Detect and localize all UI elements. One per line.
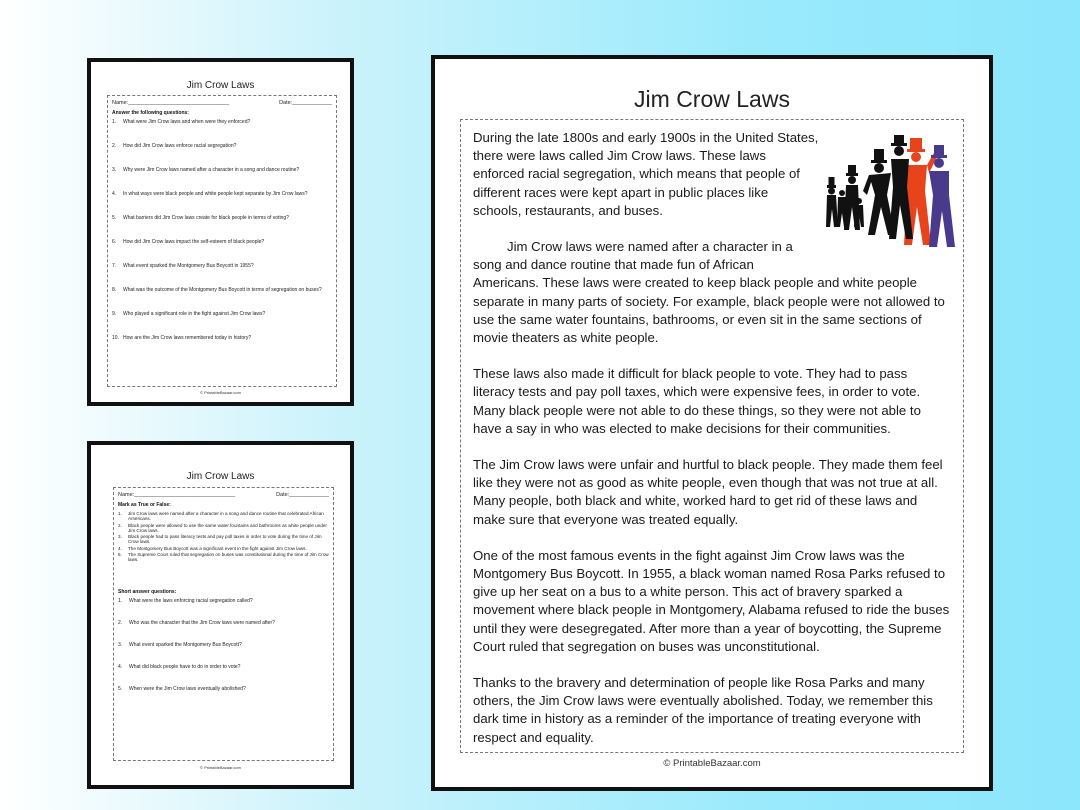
true-false-item: 2. Black people were allowed to use the same water fountains and bathrooms as white people under Jim Crow laws. <box>118 522 327 533</box>
copyright-footer: © PrintableBazaar.com <box>200 765 241 770</box>
true-false-item: 1. Jim Crow laws were named after a character in a song and dance routine that celebrated African Americans. <box>118 511 324 522</box>
question-list <box>112 119 332 359</box>
true-false-item: 5. The Supreme Court ruled that segregation on buses was constitutional during the time of Jim Crow laws. <box>118 552 329 563</box>
copyright-footer: © PrintableBazaar.com <box>663 758 761 769</box>
passage-content-box <box>460 119 964 753</box>
passage-body <box>473 129 951 747</box>
question-item: 5. What barriers did Jim Crow laws create for black people in terms of voting? <box>112 215 289 221</box>
question-item: 4. What did black people have to do in order to vote? <box>118 663 241 670</box>
date-field: Date:_____________ <box>279 100 332 106</box>
question-item: 6. How did Jim Crow laws impact the self-esteem of black people? <box>112 239 265 245</box>
passage-paragraph: Thanks to the bravery and determination of people like Rosa Parks and many others, the Jim Crow laws were eventually abolished. Today, we remember this dark time in history as a reminder of the importance of treating everyone with respect and equality. <box>473 675 933 745</box>
worksheet-title: Jim Crow Laws <box>186 80 255 91</box>
passage-paragraph: During the late 1800s and early 1900s in the United States, there were laws called Jim Crow laws. These laws enforced racial segregation, which means that people of different races were kept apart in public places like schools, restaurants, and buses. <box>473 130 819 218</box>
worksheet-short-answer <box>87 58 354 406</box>
passage-title: Jim Crow Laws <box>634 86 790 112</box>
question-item: 1. What were Jim Crow laws and when were they enforced? <box>112 119 251 125</box>
short-answer-heading: Short answer questions: <box>118 588 177 595</box>
copyright-footer: © PrintableBazaar.com <box>200 390 241 395</box>
question-item: 7. What event sparked the Montgomery Bus Boycott in 1955? <box>112 263 254 269</box>
question-item: 8. What was the outcome of the Montgomery Bus Boycott in terms of segregation on buses? <box>112 287 322 293</box>
reading-passage-sheet <box>431 55 993 791</box>
passage-paragraph-indented: Jim Crow laws were named after a character in a song and dance routine that made fun of African Americans. These laws were created to keep black people and white people separate in many parts of society. For example, black people were not allowed to use the same water fountains, bathrooms, or even sit in the same sections of movie theaters as white people. <box>473 239 945 346</box>
people-silhouettes-clipart-icon <box>825 135 957 265</box>
question-item: 10. How are the Jim Crow laws remembered today in history? <box>112 335 252 341</box>
passage-paragraph: The Jim Crow laws were unfair and hurtful to black people. They made them feel like they were not as good as white people, even though that was not true at all. Many people, both black and white, worked hard to get rid of these laws and make sure that everyone was treated equally. <box>473 457 943 527</box>
true-false-item: 4. The Montgomery Bus Boycott was a significant event in the fight against Jim Crow laws. <box>118 545 307 551</box>
question-item: 9. Who played a significant role in the fight against Jim Crow laws? <box>112 311 266 317</box>
worksheet-content-box <box>113 487 334 761</box>
question-item: 4. In what ways were black people and white people kept separate by Jim Crow laws? <box>112 191 308 197</box>
name-field: Name:_________________________________ <box>112 100 230 106</box>
question-item: 2. How did Jim Crow laws enforce racial segregation? <box>112 143 237 149</box>
question-item: 2. Who was the character that the Jim Crow laws were named after? <box>118 619 275 626</box>
short-answer-list <box>118 598 329 708</box>
worksheet-content-box <box>107 95 337 387</box>
name-date-row <box>118 492 329 498</box>
name-field: Name:_________________________________ <box>118 492 236 498</box>
worksheet-title: Jim Crow Laws <box>186 471 255 482</box>
name-date-row <box>112 100 332 106</box>
question-item: 3. Why were Jim Crow laws named after a character in a song and dance routine? <box>112 167 300 173</box>
true-false-list <box>118 511 329 563</box>
passage-paragraph: One of the most famous events in the fight against Jim Crow laws was the Montgomery Bus Boycott. In 1955, a black woman named Rosa Parks refused to give up her seat on a bus to a white person. This act of bravery sparked a movement where black people in Montgomery, Alabama refused to ride the buses until they were desegregated. After more than a year of boycotting, the Supreme Court ruled that segregation on buses was unconstitutional. <box>473 547 950 654</box>
question-item: 3. What event sparked the Montgomery Bus Boycott? <box>118 641 242 648</box>
true-false-heading: Mark as True or False: <box>118 502 171 508</box>
date-field: Date:_____________ <box>276 492 329 498</box>
passage-paragraph: These laws also made it difficult for black people to vote. They had to pass literacy tests and pay poll taxes, which were expensive fees, in order to vote. Many black people were not able to do these things, so they were not able to have a say in who was elected to make decisions for their communities. <box>473 366 921 436</box>
section-heading: Answer the following questions: <box>112 110 189 116</box>
worksheet-true-false <box>87 441 354 789</box>
question-item: 5. When were the Jim Crow laws eventually abolished? <box>118 685 246 692</box>
question-item: 1. What were the laws enforcing racial segregation called? <box>118 597 253 604</box>
true-false-item: 3. Black people had to pass literacy tests and pay poll taxes in order to vote during the time of Jim Crow laws. <box>118 534 322 545</box>
